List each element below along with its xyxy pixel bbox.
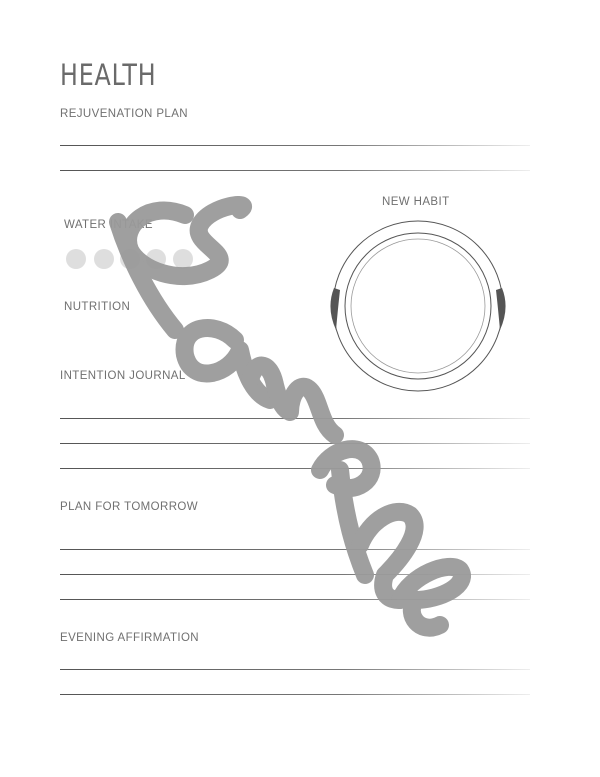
water-glass-3[interactable] (120, 249, 140, 269)
writing-line (60, 418, 530, 419)
water-glass-4[interactable] (146, 249, 166, 269)
writing-line (60, 669, 530, 670)
writing-line (60, 599, 530, 600)
new-habit-circle[interactable] (330, 218, 506, 394)
writing-line (60, 694, 530, 695)
writing-line (60, 468, 530, 469)
writing-line (60, 549, 530, 550)
writing-line (60, 170, 530, 171)
writing-line (60, 443, 530, 444)
water-intake-label: WATER INTAKE (64, 219, 153, 231)
water-glass-5[interactable] (173, 249, 193, 269)
new-habit-label: NEW HABIT (382, 196, 450, 208)
nutrition-label: NUTRITION (64, 301, 131, 313)
intention-journal-label: INTENTION JOURNAL (60, 370, 186, 382)
writing-line (60, 145, 530, 146)
plan-for-tomorrow-label: PLAN FOR TOMORROW (60, 501, 198, 513)
rejuvenation-plan-label: REJUVENATION PLAN (60, 108, 188, 120)
water-glass-1[interactable] (66, 249, 86, 269)
evening-affirmation-label: EVENING AFFIRMATION (60, 632, 200, 644)
page-title: HEALTH (60, 58, 157, 92)
water-glass-2[interactable] (94, 249, 114, 269)
writing-line (60, 574, 530, 575)
